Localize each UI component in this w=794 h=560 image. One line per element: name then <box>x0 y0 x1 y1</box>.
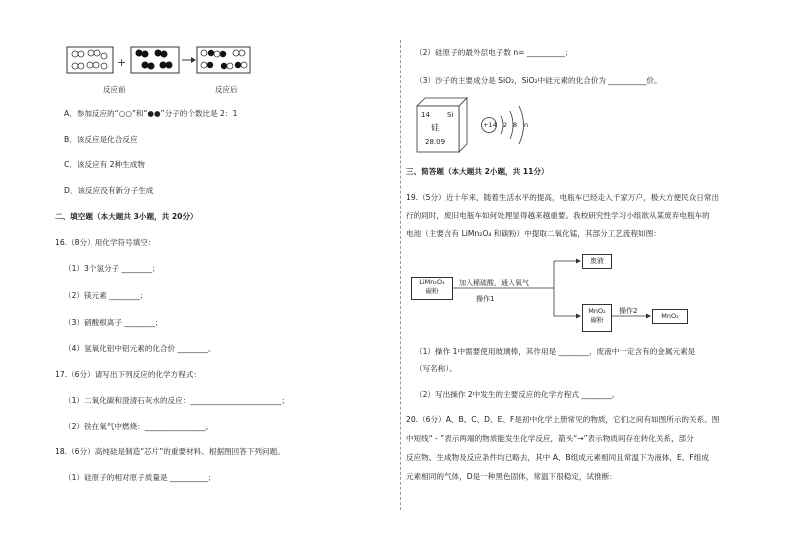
flow-op2: 操作2 <box>619 307 638 315</box>
option-c: C．该反应有 2种生成物 <box>64 160 145 169</box>
flow-waste-box <box>582 254 612 269</box>
q19-line1: 19.（5分）近十年来，随着生活水平的提高，电瓶车已经走入千家万户，极大方便民众日常出 <box>406 193 720 202</box>
option-a: A．参加反应的“○○”和“●●”分子的个数比是 2：1 <box>64 109 238 118</box>
reaction-diagram <box>60 44 290 96</box>
element-mass: 28.09 <box>425 138 446 146</box>
plus-sign: + <box>117 56 127 69</box>
q18-sub3: （3）沙子的主要成分是 SiO₂，SiO₂中硅元素的化合价为 __________价。 <box>415 76 662 85</box>
q16-sub3: （3）硝酸根离子 ________； <box>64 318 163 327</box>
reaction-illustration <box>60 44 290 96</box>
atom-shell3: n <box>524 121 529 129</box>
atom-nucleus: +14 <box>483 121 497 129</box>
process-flowchart <box>406 248 706 338</box>
q19-line3: 电池（主要含有 LiMn₂O₄ 和碳粉）中提取二氧化锰，其部分工艺流程如图： <box>406 229 661 238</box>
q16-stem: 16.（8分）用化学符号填空： <box>55 238 156 247</box>
q20-line4: 元素相同的气体，D是一种黑色固体，常温下很稳定，试推断： <box>406 472 617 481</box>
flow-start-line1: LiMn₂O₄ <box>419 278 445 286</box>
flow-mid-box <box>582 304 612 332</box>
q19-sub1-b: （写名称）。 <box>415 364 457 373</box>
flow-op1: 操作1 <box>476 295 495 303</box>
q19-sub1-a: （1）操作 1中需要使用玻璃棒，其作用是 ________，废液中一定含有的金属元素是 <box>415 347 696 356</box>
q18-sub2: （2）硅原子的最外层电子数 n= __________； <box>415 48 573 57</box>
q18-stem: 18.（6分）高纯硅是制造“芯片”的重要材料。根据图回答下列问题。 <box>55 447 285 456</box>
q18-sub1: （1）硅原子的相对原子质量是 __________； <box>64 473 216 482</box>
flow-start-line2: 碳粉 <box>425 287 439 295</box>
q17-sub1: （1）二氧化碳和澄清石灰水的反应：________________________； <box>64 396 290 405</box>
option-d: D．该反应没有新分子生成 <box>64 186 154 195</box>
element-figure <box>413 94 548 154</box>
section-short-answer-title: 三、简答题（本大题共 2小题，共 11分） <box>406 167 549 176</box>
q17-sub2: （2）铁在氧气中燃烧：________________。 <box>64 422 214 431</box>
atom-shell1: 2 <box>503 121 508 129</box>
q19-sub2: （2）写出操作 2中发生的主要反应的化学方程式 ________。 <box>415 390 620 399</box>
flow-end-box <box>652 309 688 324</box>
q17-stem: 17.（6分）请写出下列反应的化学方程式： <box>55 370 201 379</box>
atom-shell2: 8 <box>513 121 518 129</box>
q16-sub4: （4）氢氧化铝中铝元素的化合价 ________。 <box>64 344 216 353</box>
q16-sub2: （2）镁元素 ________； <box>64 291 148 300</box>
option-b: B．该反应是化合反应 <box>64 135 138 144</box>
column-divider <box>400 40 401 510</box>
q20-line3: 反应物、生成物及反应条件均已略去，其中 A、B组成元素相同且常温下为液体，E、F组成 <box>406 453 709 462</box>
flow-start-box <box>411 277 453 300</box>
element-symbol: Si <box>447 111 454 119</box>
q20-line2: 中短线“ - ”表示两端的物质能发生化学反应，箭头“→”表示物质间存在转化关系，部分 <box>406 434 694 443</box>
element-number: 14 <box>421 111 430 119</box>
flow-end: MnO₂ <box>661 312 679 320</box>
section-fill-in-title: 二、填空题（本大题共 3小题，共 20分） <box>55 212 198 221</box>
flow-add-text: 加入稀硫酸，通入氧气 <box>459 279 529 287</box>
q19-line2: 行的同时，废旧电瓶车如何处理显得越来越重要。我校研究性学习小组欲从某废弃电瓶车的 <box>406 211 710 220</box>
q20-line1: 20.（6分）A、B、C、D、E、F是初中化学上册常见的物质，它们之间有如图所示的关系。图 <box>406 415 720 424</box>
element-name: 硅 <box>431 123 439 132</box>
flow-mid-line1: MnO₂ <box>588 307 606 315</box>
label-after: 反应后 <box>215 85 238 94</box>
label-before: 反应前 <box>103 85 126 94</box>
flow-mid-line2: 碳粉 <box>590 316 604 324</box>
q16-sub1: （1）3个氢分子 ________； <box>64 264 160 273</box>
flow-waste: 废液 <box>590 257 604 265</box>
